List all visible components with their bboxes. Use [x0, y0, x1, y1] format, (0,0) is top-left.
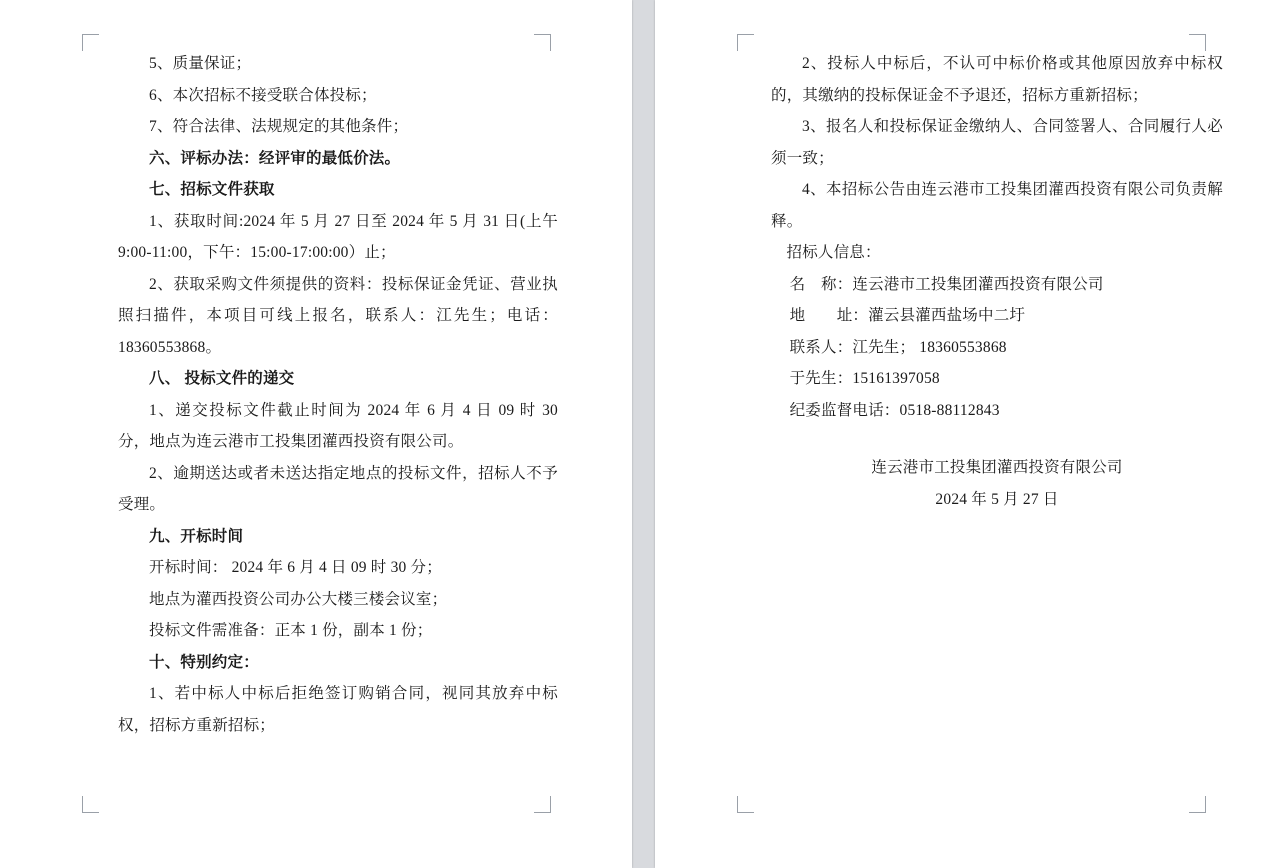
section-heading-8: 八、 投标文件的递交	[149, 370, 295, 387]
crop-mark-top-left	[737, 34, 754, 51]
signature-spacer	[771, 426, 1223, 452]
section-heading-10: 十、特别约定：	[149, 653, 259, 671]
crop-mark-bottom-left	[737, 796, 754, 813]
crop-mark-top-left	[82, 34, 99, 51]
section-heading-6: 六、评标办法：经评审的最低价法。	[149, 149, 401, 167]
signature-company: 连云港市工投集团灌西投资有限公司	[871, 459, 1123, 476]
paragraph: 2、获取采购文件须提供的资料：投标保证金凭证、营业执照扫描件，本项目可线上报名，联系人：江先生；电话：18360553868。	[118, 275, 558, 356]
paragraph: 开标时间： 2024 年 6 月 4 日 09 时 30 分；	[149, 559, 442, 576]
paragraph: 1、递交投标文件截止时间为 2024 年 6 月 4 日 09 时 30 分，地点为连云港市工投集团灌西投资有限公司。	[118, 401, 558, 450]
bidder-name: 名 称：连云港市工投集团灌西投资有限公司	[789, 275, 1104, 293]
page-right-content	[771, 48, 1223, 515]
crop-mark-bottom-left	[82, 796, 99, 813]
document-page-left	[0, 0, 632, 868]
page-left-content	[118, 48, 558, 741]
signature-date: 2024 年 5 月 27 日	[935, 490, 1059, 508]
paragraph: 4、本招标公告由连云港市工投集团灌西投资有限公司负责解释。	[771, 181, 1223, 230]
paragraph: 1、获取时间:2024 年 5 月 27 日至 2024 年 5 月 31 日(上午 9:00-11:00，下午：15:00-17:00:00）止；	[118, 212, 558, 261]
paragraph: 5、质量保证；	[149, 55, 252, 72]
paragraph: 3、报名人和投标保证金缴纳人、合同签署人、合同履行人必须一致；	[771, 118, 1223, 167]
supervision-phone: 纪委监督电话：0518-88112843	[789, 401, 1000, 419]
paragraph: 7、符合法律、法规规定的其他条件；	[149, 118, 409, 135]
paragraph: 6、本次招标不接受联合体投标；	[149, 86, 377, 104]
paragraph: 投标文件需准备：正本 1 份，副本 1 份；	[149, 622, 433, 639]
bidder-info-heading: 招标人信息：	[786, 244, 881, 261]
paragraph: 2、投标人中标后，不认可中标价格或其他原因放弃中标权的，其缴纳的投标保证金不予退还，招标方重新招标；	[771, 55, 1223, 104]
document-page-right	[655, 0, 1287, 868]
paragraph: 1、若中标人中标后拒绝签订购销合同，视同其放弃中标权，招标方重新招标；	[118, 685, 558, 734]
bidder-contact-2: 于先生：15161397058	[789, 370, 940, 387]
bidder-address: 地 址：灌云县灌西盐场中二圩	[789, 307, 1026, 324]
crop-mark-bottom-right	[534, 796, 551, 813]
section-heading-7: 七、招标文件获取	[149, 181, 275, 198]
section-heading-9: 九、开标时间	[149, 527, 244, 545]
paragraph: 2、逾期送达或者未送达指定地点的投标文件，招标人不予受理。	[118, 464, 558, 513]
bidder-contact-1: 联系人：江先生； 18360553868	[789, 338, 1007, 356]
crop-mark-bottom-right	[1189, 796, 1206, 813]
paragraph: 地点为灌西投资公司办公大楼三楼会议室；	[149, 590, 448, 608]
